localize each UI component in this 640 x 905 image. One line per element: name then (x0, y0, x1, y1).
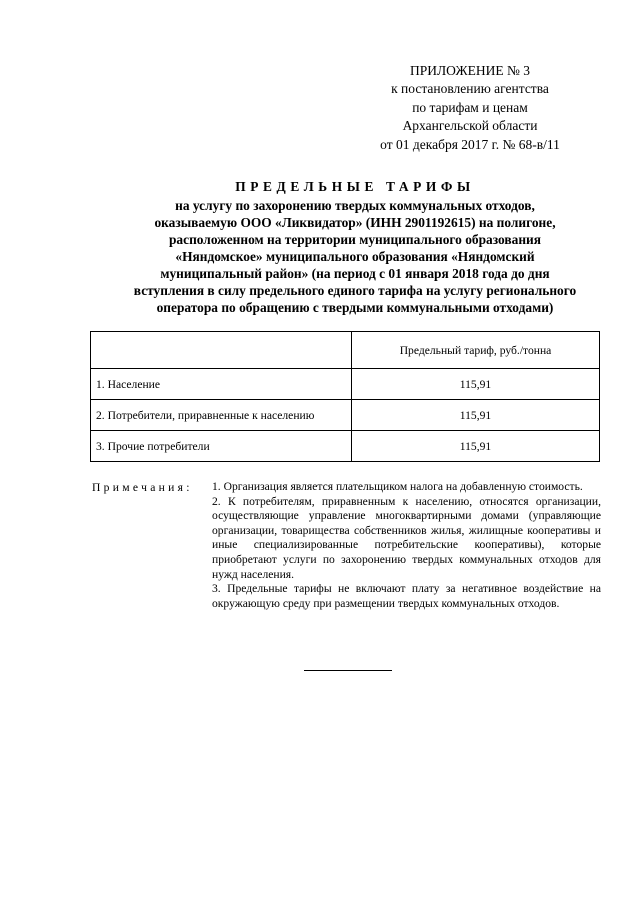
heading-line: вступления в силу предельного единого тарифа на услугу регионального (133, 283, 577, 298)
document-heading (70, 178, 640, 316)
heading-line: муниципальный район» (на период с 01 января 2018 года до дня (160, 266, 550, 281)
appendix-line: Архангельской области (402, 118, 538, 134)
heading-line: на услугу по захоронению твердых коммунальных отходов, (175, 198, 535, 213)
table-header-tariff: Предельный тариф, руб./тонна (352, 332, 600, 369)
note-item: 3. Предельные тарифы не включают плату за негативное воздействие на окружающую среду при размещении твердых коммунальных отходов. (212, 582, 601, 610)
appendix-line: по тарифам и ценам (412, 99, 528, 115)
row-value: 115,91 (352, 369, 600, 400)
row-label: 1. Население (91, 369, 352, 400)
appendix-block (340, 62, 600, 154)
row-value: 115,91 (352, 431, 600, 462)
table-header-empty-cell (91, 332, 352, 369)
row-value: 115,91 (352, 400, 600, 431)
table-row (91, 400, 600, 431)
row-label: 2. Потребители, приравненные к населению (91, 400, 352, 431)
notes-label: Примечания: (92, 481, 193, 494)
heading-line: «Няндомское» муниципального образования «Няндомский (175, 249, 535, 264)
document-title: ПРЕДЕЛЬНЫЕ ТАРИФЫ (235, 179, 475, 194)
tariff-table (90, 331, 600, 462)
end-divider (304, 670, 392, 671)
appendix-title: ПРИЛОЖЕНИЕ № 3 (409, 63, 531, 78)
note-item: 1. Организация является плательщиком налога на добавленную стоимость. (212, 480, 583, 493)
appendix-date-number: от 01 декабря 2017 г. № 68-в/11 (380, 136, 560, 152)
table-header-row (91, 332, 600, 369)
note-item: 2. К потребителям, приравненным к населению, относятся организации, осуществляющие управление многоквартирными домами (управляющие организации, товарищества собственников жилья, жилищные кооперативы и иные специализированные потребительские кооперативы), которые приобретают услуги по захоронению твердых коммунальных отходов для нужд населения. (212, 494, 601, 581)
table-row (91, 369, 600, 400)
table-row (91, 431, 600, 462)
notes-block (212, 480, 601, 611)
heading-line: оказываемую ООО «Ликвидатор» (ИНН 2901192615) на полигоне, (154, 215, 556, 230)
heading-line: расположенном на территории муниципального образования (168, 232, 542, 247)
heading-line: оператора по обращению с твердыми коммунальными отходами) (156, 300, 554, 315)
row-label: 3. Прочие потребители (91, 431, 352, 462)
appendix-line: к постановлению агентства (391, 81, 549, 97)
